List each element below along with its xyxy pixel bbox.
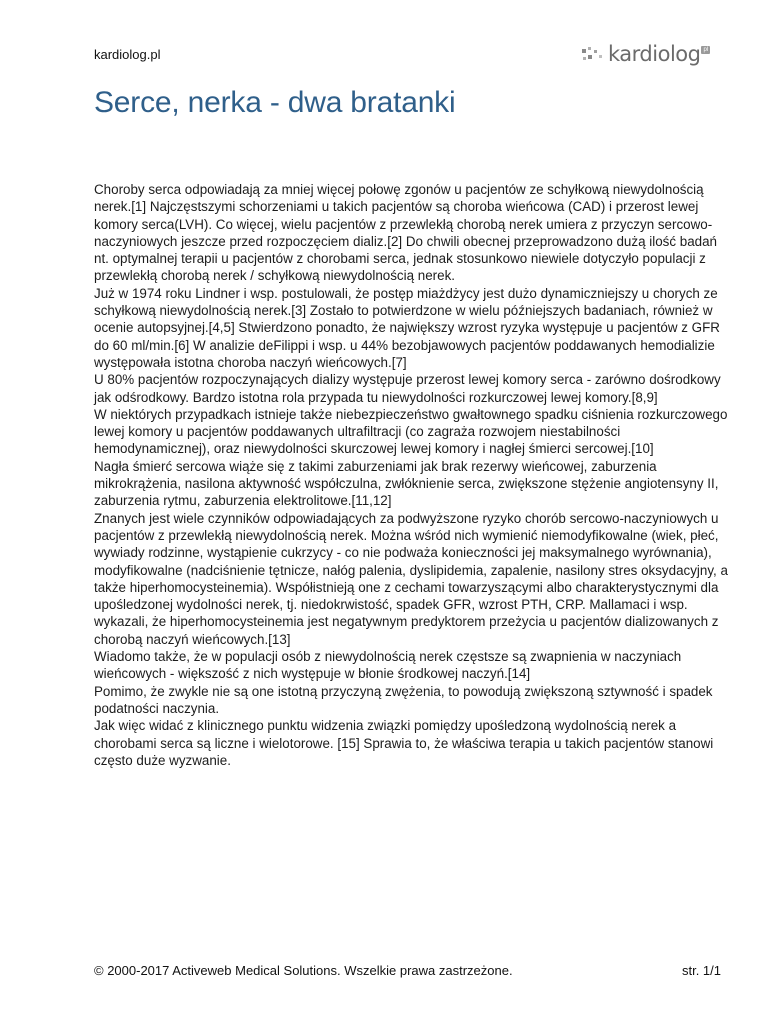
paragraph: Pomimo, że zwykle nie są one istotną przyczyną zwężenia, to powodują zwiększoną sztywność i spadek podatności naczynia. (94, 683, 713, 716)
logo-dots-icon (582, 46, 604, 64)
paragraph: Nagła śmierć sercowa wiąże się z takimi zaburzeniami jak brak rezerwy wieńcowej, zaburzenia mikrokrążenia, nasilona aktywność współczulna, zwłóknienie serca, zwiększone stężenie angiotensyny II, zaburzenia rytmu, zaburzenia elektrolitowe.[11,12] (94, 458, 719, 509)
logo-text: kardiolog (608, 42, 701, 66)
paragraph: Już w 1974 roku Lindner i wsp. postulowali, że postęp miażdżycy jest dużo dynamiczniejszy u chorych ze schyłkową niewydolnością nerek.[3] Zostało to potwierdzone w wielu późniejszych badaniach, również w ocenie autopsyjnej.[4,5] Stwierdzono ponadto, że największy wzrost ryzyka występuje u pacjentów z GFR do 60 ml/min.[6] W analizie deFilippi i wsp. u 44% bezobjawowych pacjentów poddawanych hemodializie występowała istotna choroba naczyń wieńcowych.[7] (94, 285, 720, 370)
paragraph: U 80% pacjentów rozpoczynających dializy występuje przerost lewej komory serca - zarówno dośrodkowy jak odśrodkowy. Bardzo istotna rola przypada tu niewydolności rozkurczowej lewej komory.[8,9] (94, 372, 721, 405)
paragraph: Znanych jest wiele czynników odpowiadających za podwyższone ryzyko chorób sercowo-naczyniowych u pacjentów z przewlekłą niewydolnością nerek. Można wśród nich wymienić niemodyfikowalne (wiek, płeć, wywiady rodzinne, wystąpienie cukrzycy - co nie podważa konieczności jej maksymalnego wyrównania), modyfikowalne (nadciśnienie tętnicze, nałóg palenia, dyslipidemia, zapalenie, nasilony stres oksydacyjny, a także hiperhomocysteinemia). Współistnieją one z cechami towarzyszącymi albo charakterystycznymi dla upośledzonej wydolności nerek, tj. niedokrwistość, spadek GFR, wzrost PTH, CRP. Mallamaci i wsp. wykazali, że hiperhomocysteinemia jest negatywnym predyktorem przeżycia u pacjentów dializowanych z chorobą naczyń wieńcowych.[13] (94, 510, 728, 647)
article-title: Serce, nerka - dwa bratanki (94, 86, 456, 119)
paragraph: W niektórych przypadkach istnieje także niebezpieczeństwo gwałtownego spadku ciśnienia rozkurczowego lewej komory u pacjentów poddawanych ultrafiltracji (co zagraża rozwojem niestabilności hemodynamicznej), oraz niewydolności skurczowej lewej komory i nagłej śmierci sercowej.[10] (94, 406, 728, 457)
paragraph: Jak więc widać z klinicznego punktu widzenia związki pomiędzy upośledzoną wydolnością nerek a chorobami serca są liczne i wielotorowe. [15] Sprawia to, że właściwa terapia u takich pacjentów stanowi często duże wyzwanie. (94, 718, 714, 768)
paragraph: Wiadomo także, że w populacji osób z niewydolnością nerek częstsze są zwapnienia w naczyniach wieńcowych - większość z nich występuje w błonie środkowej naczyń.[14] (94, 649, 682, 682)
article-body (94, 181, 734, 769)
paragraph: Choroby serca odpowiadają za mniej więcej połowę zgonów u pacjentów ze schyłkową niewydolnością nerek.[1] Najczęstszymi schorzeniami u takich pacjentów są choroba wieńcowa (CAD) i przerost lewej komory serca(LVH). Co więcej, wielu pacjentów z przewlekłą chorobą nerek umiera z przyczyn sercowo-naczyniowych jeszcze przed rozpoczęciem dializ.[2] Do chwili obecnej przeprowadzono dużą ilość badań nt. optymalnej terapii u pacjentów z chorobami serca, jednak stosunkowo niewiele dotyczyło populacji z przewlekłą chorobą nerek / schyłkową niewydolnością nerek. (94, 182, 717, 284)
logo-badge: pl (703, 47, 709, 53)
site-name: kardiolog.pl (94, 47, 161, 62)
page-number: str. 1/1 (681, 963, 721, 978)
footer-copyright: © 2000-2017 Activeweb Medical Solutions. Wszelkie prawa zastrzeżone. (94, 963, 513, 978)
kardiolog-logo (582, 44, 710, 65)
